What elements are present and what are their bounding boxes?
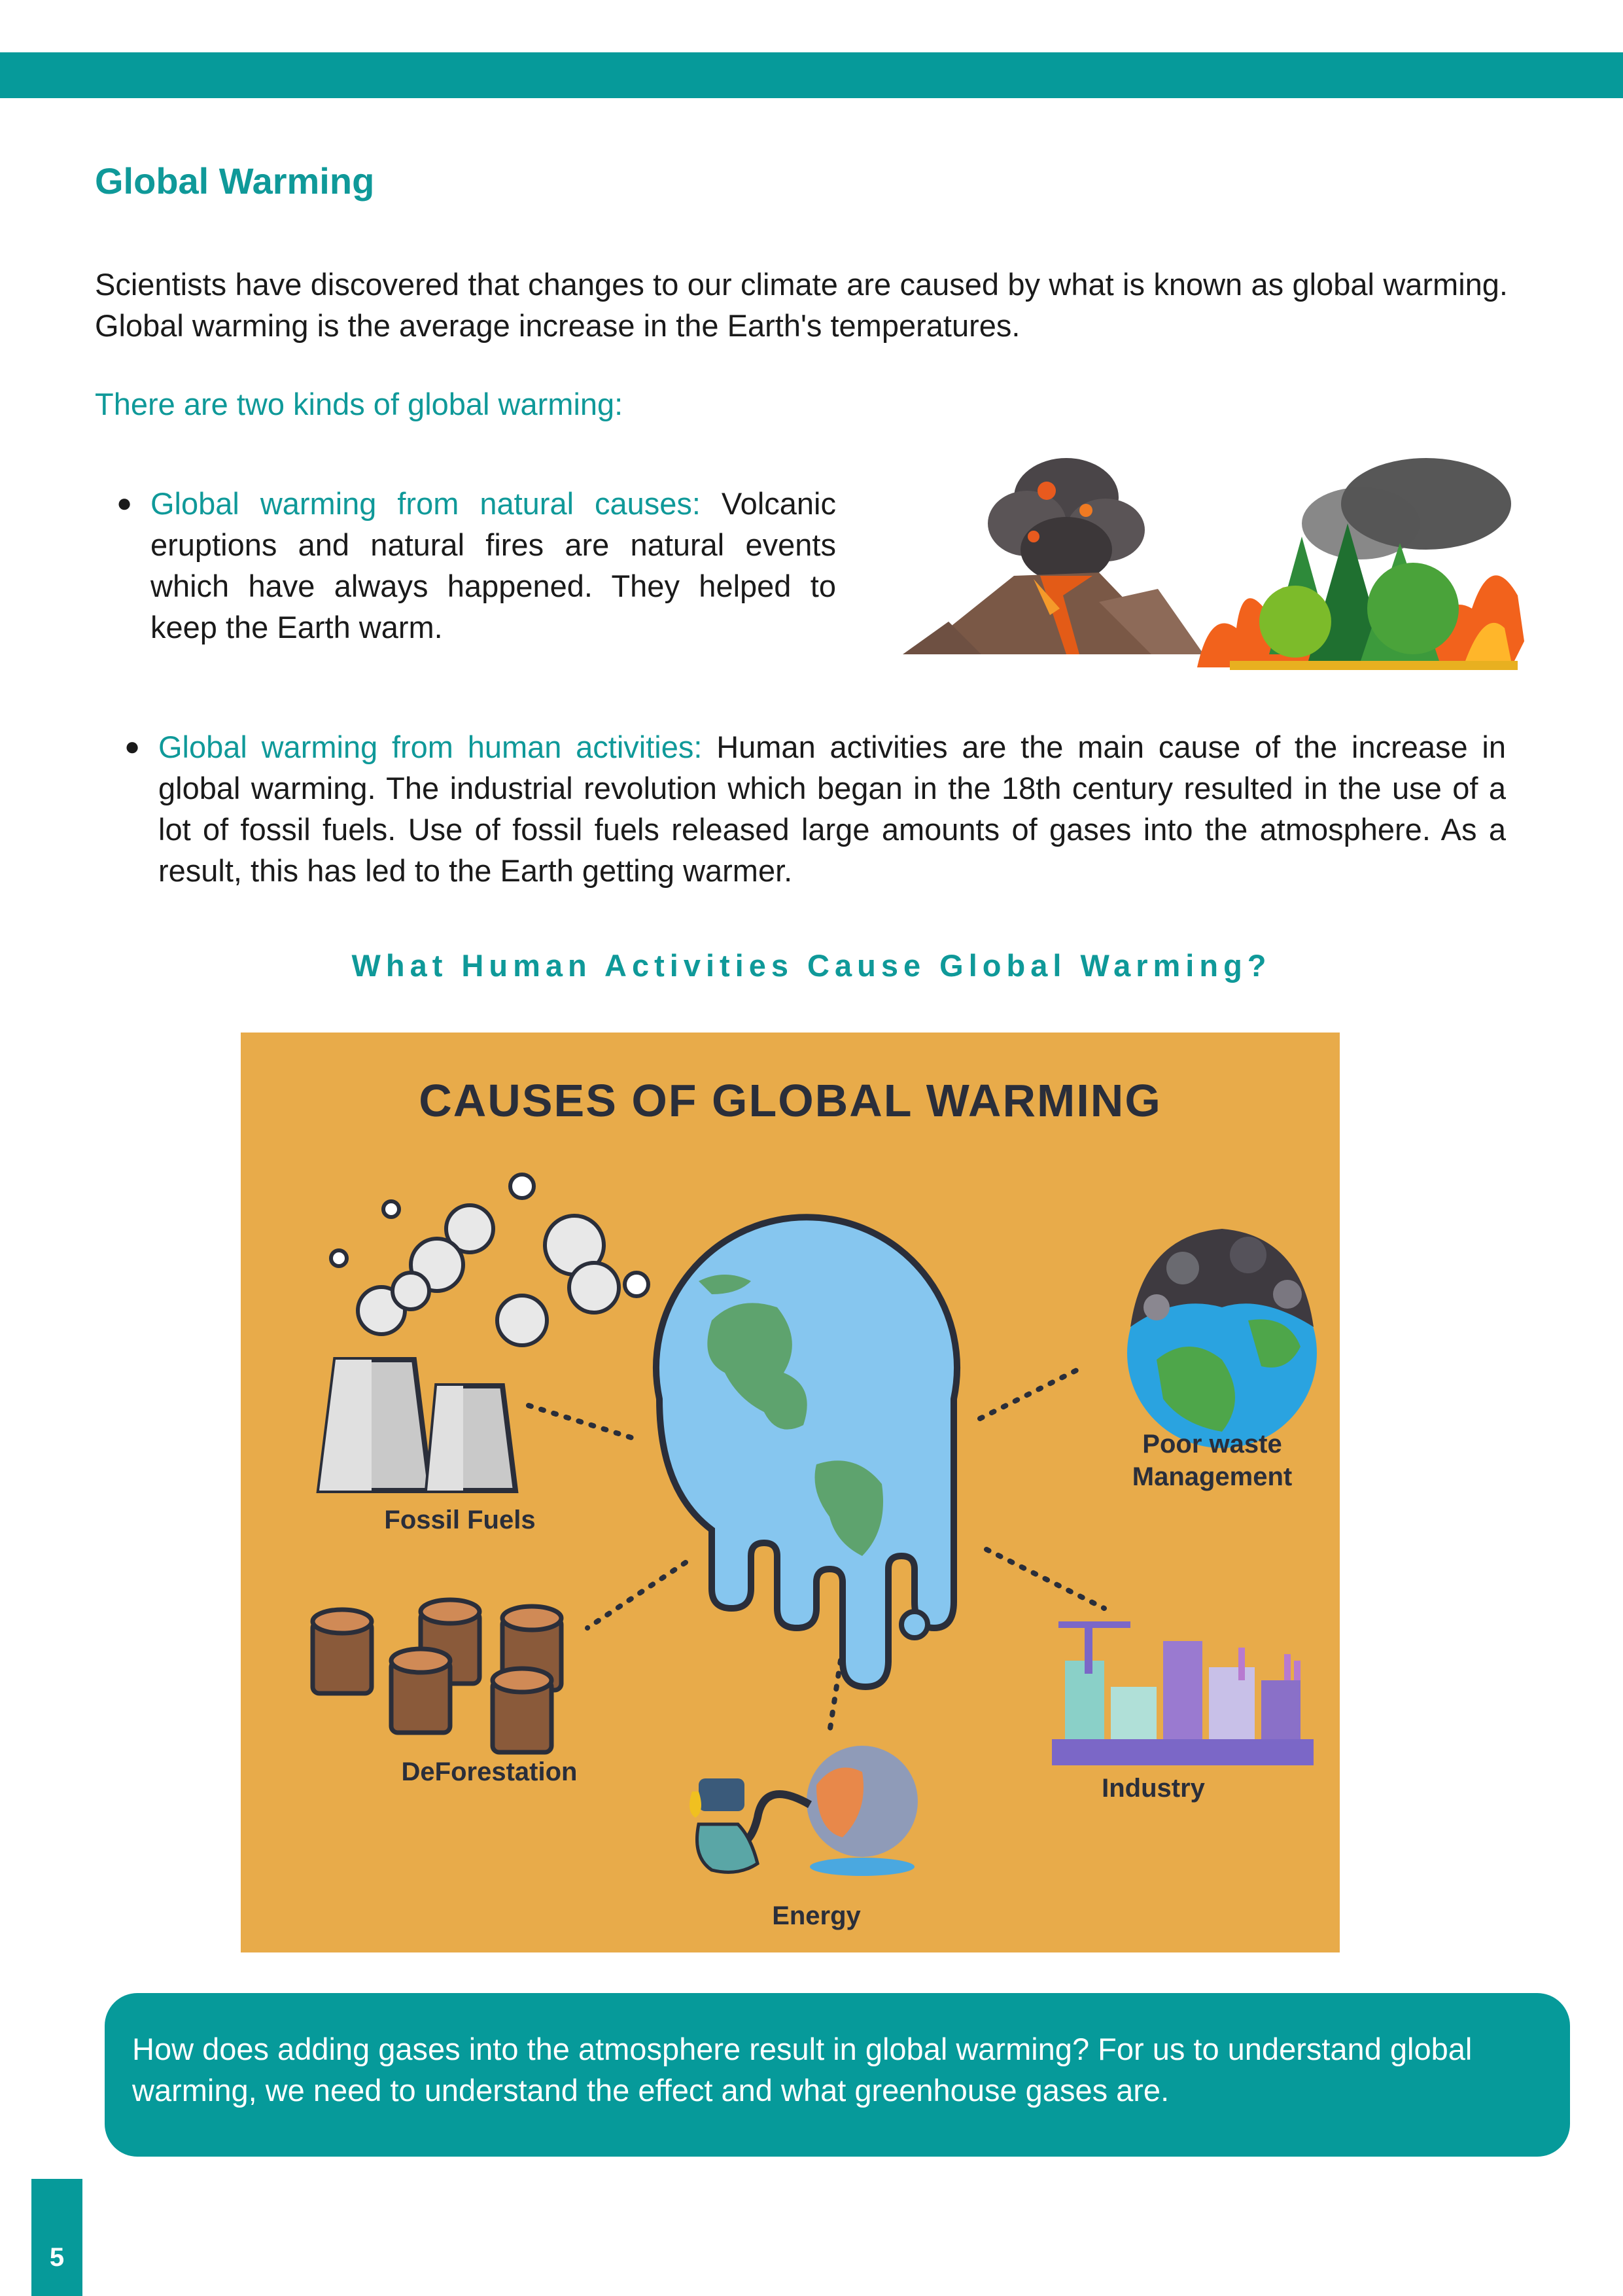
section-subheading: What Human Activities Cause Global Warming? <box>351 948 1272 983</box>
forest-fire <box>1197 458 1524 670</box>
bullet-text: Volcanic eruptions and natural fires are natural events which have always happened. They helped to keep the Earth warm. <box>150 486 836 645</box>
causes-poster <box>241 1033 1340 1952</box>
header-bar <box>0 52 1623 98</box>
page-number-tab <box>31 2179 82 2296</box>
label-energy: Energy <box>772 1901 861 1930</box>
factory-chimneys-icon <box>319 1174 648 1491</box>
connector-waste <box>980 1366 1085 1419</box>
melting-earth-icon <box>656 1217 957 1687</box>
label-poor-waste-line2: Management <box>1132 1462 1293 1491</box>
volcano-fire-illustration <box>903 445 1531 680</box>
bullet-label: Global warming from natural causes: <box>150 486 701 521</box>
page-number: 5 <box>49 2243 65 2272</box>
label-poor-waste <box>1111 1428 1314 1493</box>
intro-paragraph: Scientists have discovered that changes to our climate are caused by what is known as global warming. Global warming is the average increase in the Earth's temperatures. <box>95 267 1508 343</box>
bullet-dot: ● <box>116 489 133 518</box>
page-title: Global Warming <box>95 160 375 202</box>
label-industry: Industry <box>1102 1774 1205 1803</box>
connector-deforestation <box>587 1563 686 1628</box>
poster-title: CAUSES OF GLOBAL WARMING <box>419 1075 1162 1126</box>
callout-box <box>105 1993 1570 2157</box>
industry-city-icon <box>1052 1621 1314 1765</box>
bullet-human-activities <box>124 726 1506 891</box>
bullet-dot: ● <box>124 732 141 761</box>
callout-text: How does adding gases into the atmosphere result in global warming? For us to understand global warming, we need to understand the effect and what greenhouse gases are. <box>132 2032 1473 2108</box>
label-poor-waste-line1: Poor waste <box>1142 1430 1282 1458</box>
polluted-earth-icon <box>1127 1229 1317 1448</box>
fuel-pump-earth-icon <box>689 1746 918 1876</box>
label-deforestation: DeForestation <box>401 1757 578 1786</box>
bullet-text: Human activities are the main cause of the increase in global warming. The industrial revolution which began in the 18th century resulted in the use of a lot of fossil fuels. Use of fossil fuels released large amounts of gases into the atmosphere. As a result, this has led to the Earth getting warmer. <box>158 730 1506 888</box>
bullet-natural-causes <box>116 483 836 648</box>
kinds-heading: There are two kinds of global warming: <box>95 387 623 421</box>
volcano-smoke <box>988 458 1145 582</box>
connector-fossil <box>529 1405 633 1438</box>
bullet-label: Global warming from human activities: <box>158 730 703 764</box>
connector-industry <box>986 1549 1104 1608</box>
label-fossil-fuels: Fossil Fuels <box>384 1506 536 1534</box>
tree-logs-icon <box>313 1600 561 1752</box>
